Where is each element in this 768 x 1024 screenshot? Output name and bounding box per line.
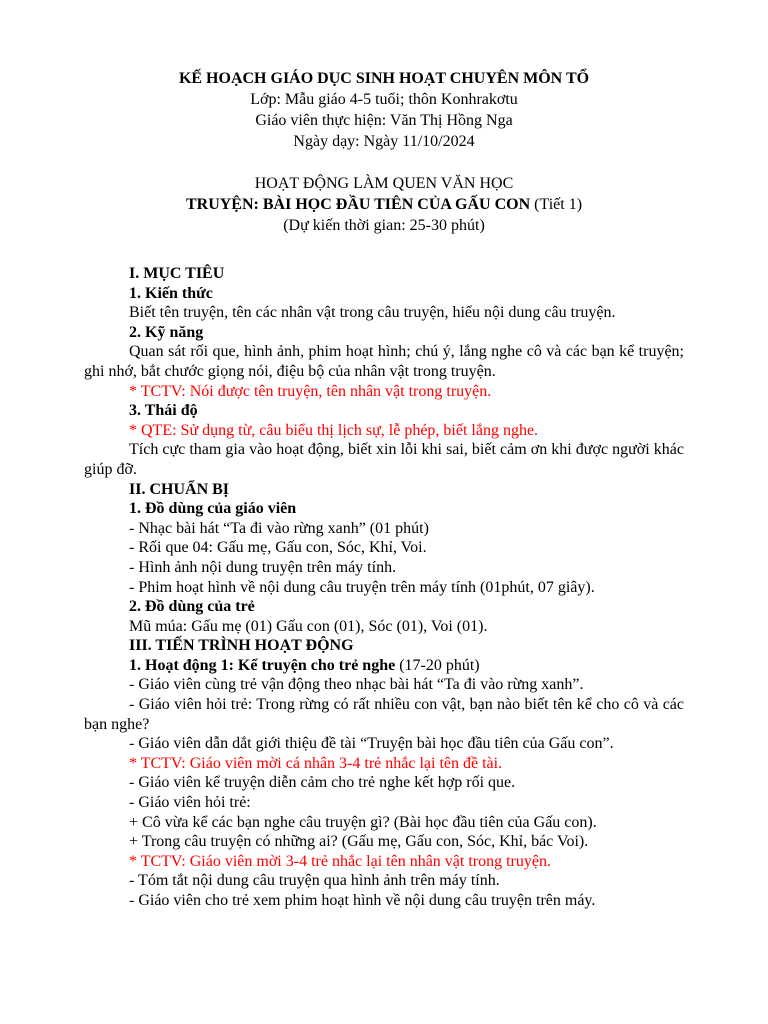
attitude-heading: 3. Thái độ [129,402,198,420]
activity1-heading [84,656,684,676]
skills-heading: 2. Kỹ năng [129,323,204,341]
teacher-item: - Rối que 04: Gấu mẹ, Gấu con, Sóc, Khỉ, Voi. [129,539,427,557]
activity-line-tctv: * TCTV: Giáo viên mời cá nhân 3-4 trẻ nhắc lại tên đề tài. [129,754,503,772]
section2-heading: II. CHUẨN BỊ [129,480,230,498]
activity-line: - Giáo viên hỏi trẻ: Trong rừng có rất nhiều con vật, bạn nào biết tên kể cho cô và các bạn nghe? [84,696,684,733]
story-title [84,194,684,215]
section3-heading: III. TIẾN TRÌNH HOẠT ĐỘNG [129,637,354,655]
teacher-materials-heading: 1. Đồ dùng của giáo viên [129,500,297,518]
teacher-item: - Phim hoạt hình về nội dung câu truyện trên máy tính (01phút, 07 giây). [129,578,595,596]
document-body [84,264,684,911]
activity-line: + Cô vừa kể các bạn nghe câu truyện gì? (Bài học đầu tiên của Gấu con). [129,813,597,831]
story-title-bold: TRUYỆN: BÀI HỌC ĐẦU TIÊN CỦA GẤU CON [185,196,531,213]
child-materials-heading: 2. Đồ dùng của trẻ [129,598,255,616]
activity-line: - Giáo viên kể truyện diễn cảm cho trẻ nghe kết hợp rối que. [129,774,516,792]
activity-line: - Giáo viên hỏi trẻ: [129,794,251,812]
child-materials-text: Mũ múa: Gấu mẹ (01) Gấu con (01), Sóc (01), Voi (01). [129,617,488,635]
activity-title: HOẠT ĐỘNG LÀM QUEN VĂN HỌC [254,175,514,192]
teacher-item: - Hình ảnh nội dung truyện trên máy tính. [129,558,397,576]
activity-line: + Trong câu truyện có những ai? (Gấu mẹ, Gấu con, Sóc, Khỉ, bác Voi). [129,833,589,851]
knowledge-heading: 1. Kiến thức [129,284,213,302]
attitude-text: Tích cực tham gia vào hoạt động, biết xin lỗi khi sai, biết cảm ơn khi được người khác giúp đỡ. [84,441,684,478]
teacher-line: Giáo viên thực hiện: Văn Thị Hồng Nga [255,112,513,129]
duration-line: (Dự kiến thời gian: 25-30 phút) [283,217,485,234]
document-title: KẾ HOẠCH GIÁO DỤC SINH HOẠT CHUYÊN MÔN TỔ [178,70,590,87]
knowledge-text: Biết tên truyện, tên các nhân vật trong câu truyện, hiểu nội dung câu truyện. [129,304,616,322]
activity1-title: 1. Hoạt động 1: Kể truyện cho trẻ nghe [129,656,396,674]
activity1-time: (17-20 phút) [395,656,480,674]
teacher-item: - Nhạc bài hát “Ta đi vào rừng xanh” (01 phút) [129,519,429,537]
activity-line: - Giáo viên dẫn dắt giới thiệu đề tài “Truyện bài học đầu tiên của Gấu con”. [129,735,614,753]
skills-tctv: * TCTV: Nói được tên truyện, tên nhân vật trong truyện. [129,382,492,400]
skills-text: Quan sát rối que, hình ảnh, phim hoạt hình; chú ý, lắng nghe cô và các bạn kể truyện; ghi nhớ, bắt chước giọng nói, điệu bộ của nhân vật trong truyện. [84,343,684,380]
document-header [84,68,684,236]
story-title-suffix: (Tiết 1) [530,196,583,213]
attitude-qte: * QTE: Sử dụng từ, câu biểu thị lịch sự, lễ phép, biết lắng nghe. [129,421,539,439]
activity-line-tctv: * TCTV: Giáo viên mời 3-4 trẻ nhắc lại tên nhân vật trong truyện. [129,852,551,870]
class-line: Lớp: Mẫu giáo 4-5 tuổi; thôn Konhrakơtu [250,91,518,108]
activity-line: - Giáo viên cùng trẻ vận động theo nhạc bài hát “Ta đi vào rừng xanh”. [129,676,584,694]
section1-heading: I. MỤC TIÊU [129,265,225,282]
activity-line: - Giáo viên cho trẻ xem phim hoạt hình về nội dung câu truyện trên máy. [129,892,596,909]
activity-line: - Tóm tắt nội dung câu truyện qua hình ảnh trên máy tính. [129,872,500,890]
date-line: Ngày dạy: Ngày 11/10/2024 [293,133,475,150]
